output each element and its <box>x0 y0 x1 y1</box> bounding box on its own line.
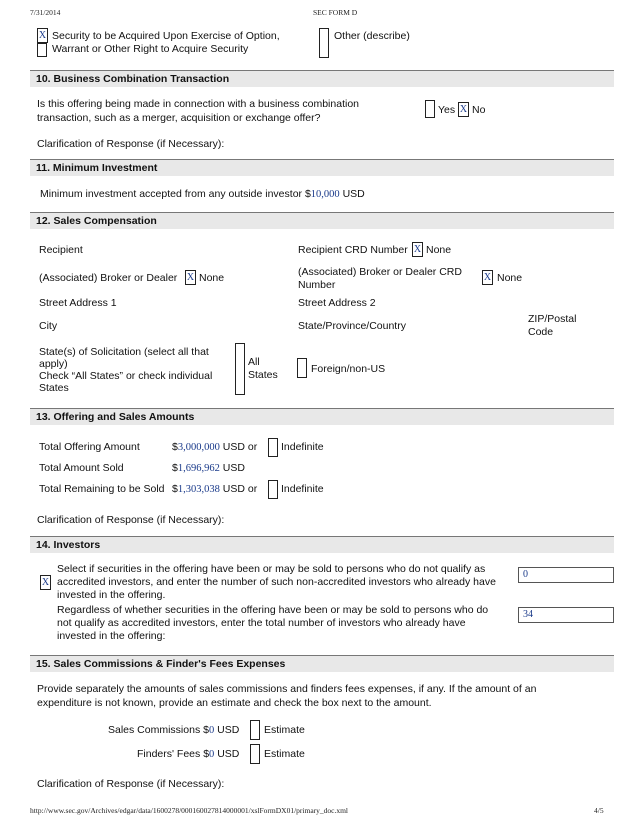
sales-commissions-estimate-label: Estimate <box>264 724 305 736</box>
remaining-indefinite-checkbox[interactable] <box>268 480 278 499</box>
solicitation-label-2: apply) <box>39 358 68 370</box>
remaining-indefinite-label: Indefinite <box>281 483 324 495</box>
finders-fees-estimate-label: Estimate <box>264 748 305 760</box>
finders-fees-value: 0 <box>209 749 215 760</box>
broker-dealer-crd-label-1: (Associated) Broker or Dealer CRD <box>298 266 462 278</box>
street-address-1-label: Street Address 1 <box>39 297 117 309</box>
offering-indefinite-checkbox[interactable] <box>268 438 278 457</box>
zip-label-1: ZIP/Postal <box>528 313 577 325</box>
non-accredited-text-3: invested in the offering. <box>57 589 166 601</box>
sales-commissions-estimate-checkbox[interactable] <box>250 720 260 740</box>
security-option-checkbox-ext <box>37 43 47 57</box>
total-investors-text-1: Regardless of whether securities in the offering have been or may be sold to persons who do <box>57 604 489 616</box>
recipient-crd-none-label: None <box>426 244 452 256</box>
section-11-header: 11. Minimum Investment <box>30 159 614 176</box>
section-14-header: 14. Investors <box>30 536 614 553</box>
non-accredited-text-2: accredited investors, and enter the number of such non-accredited investors who already have <box>57 576 496 588</box>
broker-dealer-label: (Associated) Broker or Dealer <box>39 272 178 284</box>
other-describe-label: Other (describe) <box>334 30 410 42</box>
sales-commissions-row: Sales Commissions $0 USD <box>108 724 240 736</box>
total-sold-row: $1,696,962 USD <box>172 462 245 474</box>
recipient-label: Recipient <box>39 244 83 256</box>
total-sold-label: Total Amount Sold <box>39 462 124 474</box>
non-accredited-checkbox[interactable]: X <box>41 577 50 588</box>
all-states-label-1: All <box>248 356 260 368</box>
broker-dealer-none-checkbox[interactable]: X <box>186 272 195 283</box>
minimum-investment-unit: USD <box>342 188 365 200</box>
non-accredited-count-field[interactable]: 0 <box>518 567 614 583</box>
other-describe-checkbox[interactable] <box>319 28 329 58</box>
business-combination-question-2: transaction, such as a merger, acquisition or exchange offer? <box>37 112 321 124</box>
all-states-label-2: States <box>248 369 278 381</box>
page-url[interactable]: http://www.sec.gov/Archives/edgar/data/1600278/000160027814000001/xslFormDX01/primary_doc.xml <box>30 806 349 815</box>
minimum-investment-label: Minimum investment accepted from any outside investor $ <box>40 188 311 200</box>
form-title: SEC FORM D <box>313 8 358 17</box>
broker-dealer-crd-label-2: Number <box>298 279 336 291</box>
total-sold-value: 1,696,962 <box>177 463 220 474</box>
finders-fees-estimate-checkbox[interactable] <box>250 744 260 764</box>
finders-fees-label: Finders' Fees $ <box>137 748 210 760</box>
remaining-value: 1,303,038 <box>177 484 220 495</box>
page-number: 4/5 <box>594 806 604 815</box>
state-province-label: State/Province/Country <box>298 320 406 332</box>
total-investors-text-3: invested in the offering: <box>57 630 166 642</box>
broker-dealer-crd-none-checkbox[interactable]: X <box>483 272 492 283</box>
section-12-header: 12. Sales Compensation <box>30 212 614 229</box>
business-combination-question-1: Is this offering being made in connection with a business combination <box>37 98 359 110</box>
clarification-15: Clarification of Response (if Necessary): <box>37 778 225 790</box>
offering-indefinite-label: Indefinite <box>281 441 324 453</box>
all-states-checkbox[interactable] <box>235 343 245 395</box>
remaining-row: $1,303,038 USD or <box>172 483 258 495</box>
total-offering-row: $3,000,000 USD or <box>172 441 258 453</box>
sales-commissions-value: 0 <box>208 725 215 736</box>
security-option-label-1: Security to be Acquired Upon Exercise of Option, <box>52 30 280 42</box>
recipient-crd-label: Recipient CRD Number <box>298 244 408 256</box>
clarification-13: Clarification of Response (if Necessary): <box>37 514 225 526</box>
solicitation-label-3: Check “All States” or check individual <box>39 370 213 382</box>
sales-commissions-intro-2: expenditure is not known, provide an estimate and check the box next to the amount. <box>37 697 432 709</box>
solicitation-label-1: State(s) of Solicitation (select all that <box>39 346 209 358</box>
sales-commissions-intro-1: Provide separately the amounts of sales commissions and finders fees expenses, if any. If the amount of an <box>37 683 537 695</box>
foreign-label: Foreign/non-US <box>311 363 386 375</box>
minimum-investment-value: 10,000 <box>310 189 340 200</box>
total-offering-value: 3,000,000 <box>177 442 220 453</box>
total-investors-field[interactable]: 34 <box>518 607 614 623</box>
section-15-header: 15. Sales Commissions & Finder's Fees Expenses <box>30 655 614 672</box>
city-label: City <box>39 320 58 332</box>
sales-commissions-label: Sales Commissions $ <box>108 724 209 736</box>
non-accredited-text-1: Select if securities in the offering have been or may be sold to persons who do not qualify as <box>57 563 486 575</box>
total-investors-text-2: not qualify as accredited investors, enter the total number of investors who already have <box>57 617 466 629</box>
recipient-crd-none-checkbox[interactable]: X <box>413 244 422 255</box>
broker-dealer-crd-none-label: None <box>497 272 523 284</box>
no-label: No <box>472 104 486 116</box>
remaining-label: Total Remaining to be Sold <box>39 483 165 495</box>
foreign-checkbox[interactable] <box>297 358 307 378</box>
print-date: 7/31/2014 <box>30 8 61 17</box>
security-option-checkbox[interactable]: X <box>38 30 47 41</box>
street-address-2-label: Street Address 2 <box>298 297 376 309</box>
minimum-investment-row <box>40 188 365 200</box>
zip-label-2: Code <box>528 326 554 338</box>
broker-dealer-none-label: None <box>199 272 225 284</box>
total-offering-label: Total Offering Amount <box>39 441 140 453</box>
clarification-10: Clarification of Response (if Necessary): <box>37 138 225 150</box>
security-option-label-2: Warrant or Other Right to Acquire Security <box>52 43 249 55</box>
section-13-header: 13. Offering and Sales Amounts <box>30 408 614 425</box>
finders-fees-row: Finders' Fees $0 USD <box>137 748 240 760</box>
business-combination-yes-checkbox[interactable] <box>425 100 435 118</box>
business-combination-no-checkbox[interactable]: X <box>459 104 468 115</box>
yes-label: Yes <box>438 104 456 116</box>
section-10-header: 10. Business Combination Transaction <box>30 70 614 87</box>
solicitation-label-4: States <box>39 382 69 394</box>
